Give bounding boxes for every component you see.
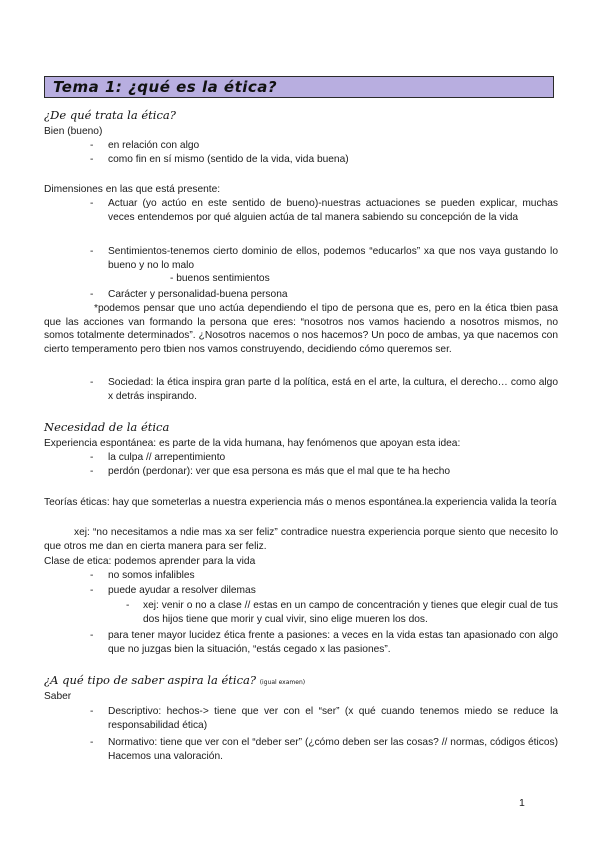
- list-item: puede ayudar a resolver dilemas: [108, 585, 256, 596]
- list-item: en relación con algo: [108, 140, 200, 151]
- dash-bullet: -: [90, 140, 94, 151]
- dash-bullet: -: [90, 570, 94, 581]
- dash-bullet: -: [90, 737, 94, 748]
- paragraph: Experiencia espontánea: es parte de la vida humana, hay fenómenos que apoyan esta idea:: [44, 438, 461, 449]
- dash-bullet: -: [90, 466, 94, 477]
- dash-bullet: -: [90, 585, 94, 596]
- list-item: Normativo: tiene que ver con el “deber ser” (¿cómo deben ser las cosas? // normas, códigos éticos) Hacemos una valoración.: [108, 737, 558, 762]
- page-number: 1: [519, 797, 525, 809]
- list-item: Sentimientos-tenemos cierto dominio de ellos, podemos “educarlos” xa que nos vaya gustando lo bueno y no lo malo: [108, 246, 558, 271]
- section-heading-1: ¿De qué trata la ética?: [44, 108, 176, 122]
- section-heading-2: Necesidad de la ética: [44, 420, 170, 434]
- dash-bullet: -: [90, 246, 94, 257]
- list-item: la culpa // arrepentimiento: [108, 452, 226, 463]
- dash-bullet: -: [90, 154, 94, 165]
- list-item: no somos infalibles: [108, 570, 195, 581]
- paragraph: xej: “no necesitamos a ndie mas xa ser feliz” contradice nuestra experiencia porque siento que necesito lo que otros me dan en cierta manera para ser feliz.: [44, 527, 558, 552]
- title-banner: [44, 76, 554, 98]
- dash-bullet: -: [90, 630, 94, 641]
- section-heading-3-text: ¿A qué tipo de saber aspira la ética?: [44, 673, 257, 687]
- list-item: Descriptivo: hechos-> tiene que ver con el “ser” (x qué cuando tenemos miedo se reduce la responsabilidad ética): [108, 706, 558, 731]
- dash-bullet: -: [90, 706, 94, 717]
- dimensiones-label: Dimensiones en las que está presente:: [44, 184, 221, 195]
- paragraph: *podemos pensar que uno actúa dependiendo el tipo de persona que es, pero en la ética tbien pasa que las acciones van formando la persona que eres: “nosotros nos vamos haciendo a nosotros mismos, no somos totalmente determinados”. ¿Nosotros nacemos o nos hacemos? Un poco de ambas, ya que nacemos con cierto temperamento pero tbien nos vamos construyendo, decidiendo cómo queremos ser.: [44, 303, 558, 355]
- bien-label: Bien (bueno): [44, 126, 103, 137]
- dash-bullet: -: [90, 377, 94, 388]
- dash-bullet: -: [90, 452, 94, 463]
- dash-bullet: -: [90, 198, 94, 209]
- page-title: Tema 1: ¿qué es la ética?: [53, 78, 278, 96]
- list-item: para tener mayor lucidez ética frente a pasiones: a veces en la vida estas tan apasionado con algo que no juzgas bien la situación, “estás cegado x las pasiones”.: [108, 630, 558, 655]
- list-item: Actuar (yo actúo en este sentido de bueno)-nuestras actuaciones se pueden explicar, muchas veces entendemos por qué alguien actúa de tal manera sabiendo su concepción de la vida: [108, 198, 558, 223]
- sub-item: - buenos sentimientos: [170, 273, 270, 284]
- dash-bullet: -: [126, 600, 130, 611]
- list-item: Sociedad: la ética inspira gran parte d la política, está en el arte, la cultura, el derecho… como algo x detrás inspirando.: [108, 377, 558, 402]
- exam-note: (igual examen): [259, 679, 306, 686]
- sub-item: xej: venir o no a clase // estas en un campo de concentración y tienes que elegir cual de tus dos hijos tiene que morir y cual vivir, sino elige mueren los dos.: [143, 600, 558, 625]
- section-heading-3: [44, 673, 305, 687]
- dash-bullet: -: [90, 289, 94, 300]
- list-item: como fin en sí mismo (sentido de la vida, vida buena): [108, 154, 349, 165]
- list-item: perdón (perdonar): ver que esa persona es más que el mal que te ha hecho: [108, 466, 451, 477]
- list-item: Carácter y personalidad-buena persona: [108, 289, 288, 300]
- paragraph: Teorías éticas: hay que someterlas a nuestra experiencia más o menos espontánea.la experiencia valida la teoría: [44, 497, 557, 508]
- paragraph: Clase de etica: podemos aprender para la vida: [44, 556, 256, 567]
- saber-label: Saber: [44, 691, 72, 702]
